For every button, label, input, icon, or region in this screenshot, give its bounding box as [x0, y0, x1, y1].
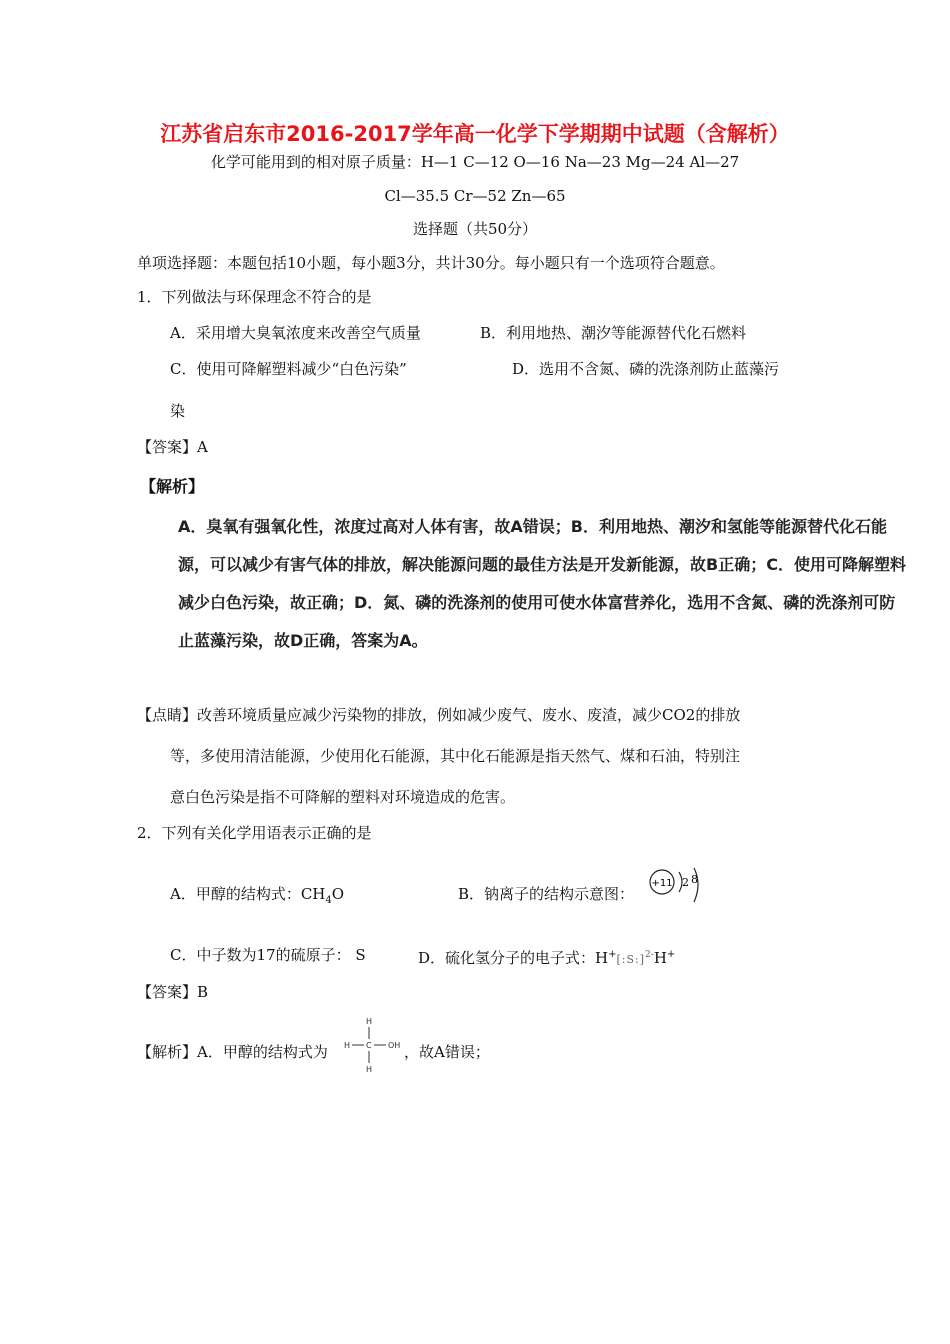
- q2-option-d-electron-bracket: [:S:]: [616, 953, 646, 966]
- atomic-mass-line-1: 化学可能用到的相对原子质量：H—1 C—12 O—16 Na—23 Mg—24 Al—27: [210, 153, 740, 171]
- q1-analysis-text: A．臭氧有强氧化性，浓度过高对人体有害，故A错误；B．利用地热、潮汐和氢能等能源替代化石能源，可以减少有害气体的排放，解决能源问题的最佳方法是开发新能源，故B正确；C．使用可降解塑料减少白色污染，故正确；D．氮、磷的洗涤剂的使用可使水体富营养化，选用不含氮、磷的洗涤剂可防止蓝藻污染，故D正确，答案为A。: [178, 517, 906, 650]
- q1-analysis-label: 【解析】: [140, 477, 205, 496]
- q2-option-d: [418, 945, 675, 970]
- methanol-structure-diagram: [344, 1016, 406, 1076]
- q1-option-a: A．采用增大臭氧浓度来改善空气质量: [170, 324, 421, 342]
- q2-analysis-suffix: ，故A错误；: [404, 1043, 490, 1061]
- sodium-ion-diagram: [648, 868, 718, 908]
- q2-option-d-plus-2: +: [666, 949, 676, 960]
- section-intro: 单项选择题：本题包括10小题，每小题3分，共计30分。每小题只有一个选项符合题意。: [137, 254, 725, 272]
- struct-h-bottom: H: [366, 1065, 373, 1074]
- q2-option-d-plus-1: +: [608, 949, 617, 960]
- atomic-mass-line-2: Cl—35.5 Cr—52 Zn—65: [384, 187, 566, 205]
- page-title: 江苏省启东市2016-2017学年高一化学下学期期中试题（含解析）: [160, 122, 790, 146]
- struct-h-top: H: [366, 1017, 373, 1026]
- q1-tip-line-1: 【点睛】改善环境质量应减少污染物的排放，例如减少废气、废水、废渣，减少CO2的排放: [137, 706, 741, 724]
- q1-answer: 【答案】A: [137, 438, 208, 456]
- q2-option-d-prefix: D．硫化氢分子的电子式：H: [418, 949, 609, 967]
- struct-c: C: [366, 1041, 372, 1050]
- struct-oh: OH: [388, 1041, 401, 1050]
- q1-option-b: B．利用地热、潮汐等能源替代化石燃料: [480, 324, 747, 342]
- q1-option-c: C．使用可降解塑料减少“白色污染”: [170, 360, 407, 378]
- q2-option-a-suffix: O: [331, 885, 345, 903]
- q1-tip-line-2: 等，多使用清洁能源，少使用化石能源，其中化石能源是指天然气、煤和石油，特别注: [170, 747, 741, 765]
- struct-h-left: H: [344, 1041, 351, 1050]
- q1-option-d-continued: 染: [170, 402, 186, 420]
- na-nucleus-label: +11: [651, 878, 673, 889]
- q1-stem: 1．下列做法与环保理念不符合的是: [137, 288, 372, 306]
- q2-stem: 2．下列有关化学用语表示正确的是: [137, 824, 372, 842]
- q2-option-a-subscript: 4: [325, 895, 332, 906]
- q1-tip-line-3: 意白色污染是指不可降解的塑料对环境造成的危害。: [170, 788, 516, 806]
- q2-option-b: B．钠离子的结构示意图：: [458, 885, 635, 903]
- q2-analysis-prefix: 【解析】A．甲醇的结构式为: [137, 1043, 328, 1061]
- q2-option-d-charge: 2-: [645, 950, 654, 960]
- q1-option-d: D．选用不含氮、磷的洗涤剂防止蓝藻污: [512, 360, 780, 378]
- q2-answer: 【答案】B: [137, 983, 209, 1001]
- na-shell-2-count: 8: [691, 873, 698, 886]
- na-shell-1-count: 2: [682, 876, 689, 889]
- q2-option-a: [170, 884, 344, 911]
- section-title: 选择题（共50分）: [412, 220, 538, 238]
- q2-option-c: C．中子数为17的硫原子： S: [170, 946, 366, 964]
- q2-option-d-suffix: H: [653, 949, 667, 967]
- q2-option-a-prefix: A．甲醇的结构式：CH: [170, 885, 326, 903]
